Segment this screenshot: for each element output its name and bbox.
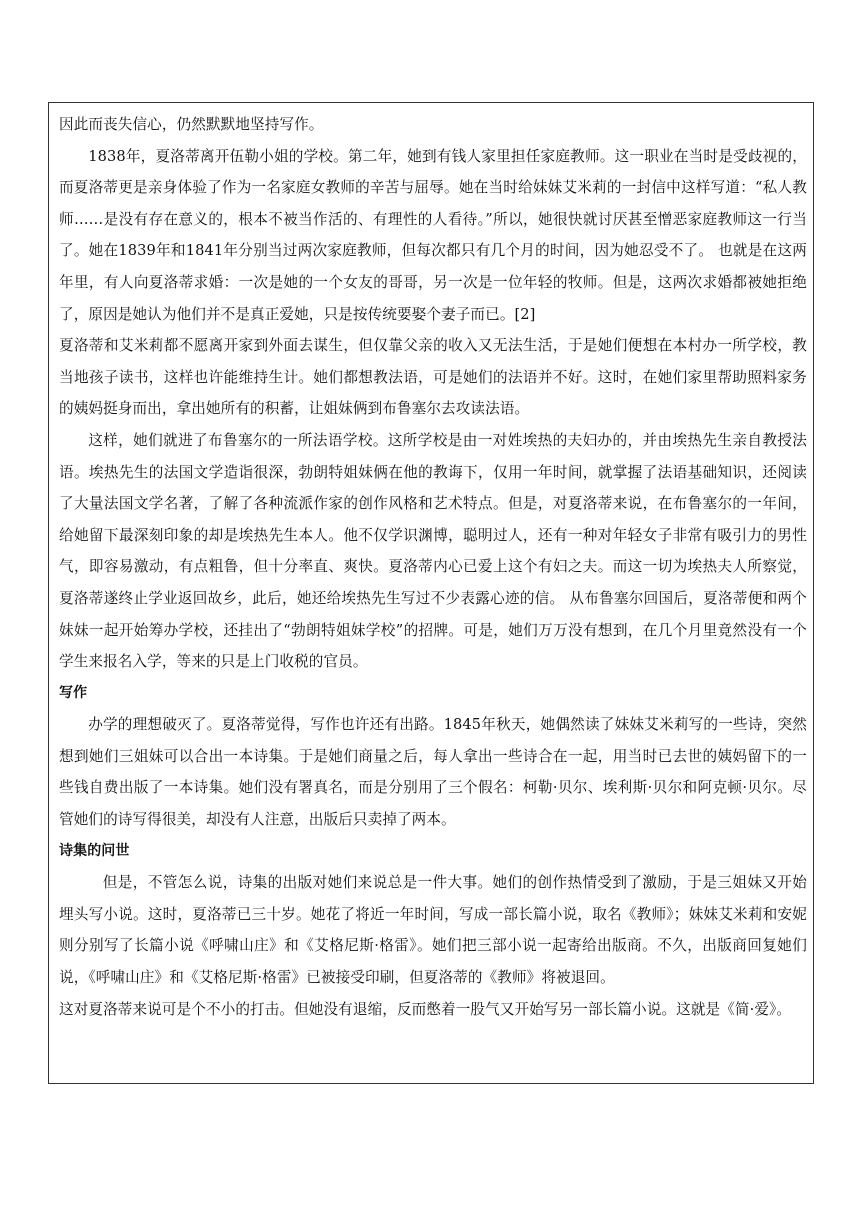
paragraph-novels: 但是，不管怎么说，诗集的出版对她们来说总是一件大事。她们的创作热情受到了激励，于是三姐妹又开始埋头写小说。这时，夏洛蒂已三十岁。她花了将近一年时间，写成一部长篇小说，取名《教师》；妹妹艾米莉和安妮则分别写了长篇小说《呼啸山庄》和《艾格尼斯·格雷》。她们把三部小说一起寄给出版商。不久，出版商回复她们说，《呼啸山庄》和《艾格尼斯·格雷》已被接受印刷，但夏洛蒂的《教师》将被退回。 xyxy=(59,874,807,987)
document-body xyxy=(59,109,807,1025)
section-heading-poetry-collection: 诗集的问世 xyxy=(59,842,130,859)
document-frame xyxy=(48,102,814,1084)
paragraph-brussels: 这样，她们就进了布鲁塞尔的一所法语学校。这所学校是由一对姓埃热的夫妇办的，并由埃热先生亲自教授法语。埃热先生的法国文学造诣很深，勃朗特姐妹俩在他的教诲下，仅用一年时间，就掌握了法语基础知识，还阅读了大量法国文学名著，了解了各种流派作家的创作风格和艺术特点。但是，对夏洛蒂来说，在布鲁塞尔的一年间，给她留下最深刻印象的却是埃热先生本人。他不仅学识渊博，聪明过人，还有一种对年轻女子非常有吸引力的男性气，即容易激动，有点粗鲁，但十分率直、爽快。夏洛蒂内心已爱上这个有妇之夫。而这一切为埃热夫人所察觉，夏洛蒂遂终止学业返回故乡，此后，她还给埃热先生写过不少表露心迹的信。 从布鲁塞尔回国后，夏洛蒂便和两个妹妹一起开始筹办学校，还挂出了“勃朗特姐妹学校”的招牌。可是，她们万万没有想到，在几个月里竟然没有一个学生来报名入学，等来的只是上门收税的官员。 xyxy=(59,431,807,671)
paragraph-continuation: 因此而丧失信心，仍然默默地坚持写作。 xyxy=(59,116,324,133)
paragraph-poems: 办学的理想破灭了。夏洛蒂觉得，写作也许还有出路。1845年秋天，她偶然读了妹妹艾米莉写的一些诗，突然想到她们三姐妹可以合出一本诗集。于是她们商量之后，每人拿出一些诗合在一起，用当时已去世的姨妈留下的一些钱自费出版了一本诗集。她们没有署真名，而是分别用了三个假名：柯勒·贝尔、埃利斯·贝尔和阿克顿·贝尔。尽管她们的诗写得很美，却没有人注意，出版后只卖掉了两本。 xyxy=(59,716,807,829)
paragraph-governess: 1838年，夏洛蒂离开伍勒小姐的学校。第二年，她到有钱人家里担任家庭教师。这一职业在当时是受歧视的，而夏洛蒂更是亲身体验了作为一名家庭女教师的辛苦与屈辱。她在当时给妹妹艾米莉的一封信中这样写道：“私人教师……是没有存在意义的，根本不被当作活的、有理性的人看待。”所以，她很快就讨厌甚至憎恶家庭教师这一行当了。她在1839年和1841年分别当过两次家庭教师，但每次都只有几个月的时间，因为她忍受不了。 也就是在这两年里，有人向夏洛蒂求婚：一次是她的一个女友的哥哥，另一次是一位年轻的牧师。但是，这两次求婚都被她拒绝了，原因是她认为他们并不是真正爱她，只是按传统要娶个妻子而已。[2] xyxy=(59,147,807,323)
paragraph-school-plan: 夏洛蒂和艾米莉都不愿离开家到外面去谋生，但仅靠父亲的收入又无法生活，于是她们便想在本村办一所学校，教当地孩子读书，这样也许能维持生计。她们都想教法语，可是她们的法语并不好。这时，在她们家里帮助照料家务的姨妈挺身而出，拿出她所有的积蓄，让姐妹俩到布鲁塞尔去攻读法语。 xyxy=(59,337,807,418)
paragraph-jane-eyre: 这对夏洛蒂来说可是个不小的打击。但她没有退缩，反而憋着一股气又开始写另一部长篇小说。这就是《简·爱》。 xyxy=(59,1000,792,1018)
section-heading-writing: 写作 xyxy=(59,684,88,701)
